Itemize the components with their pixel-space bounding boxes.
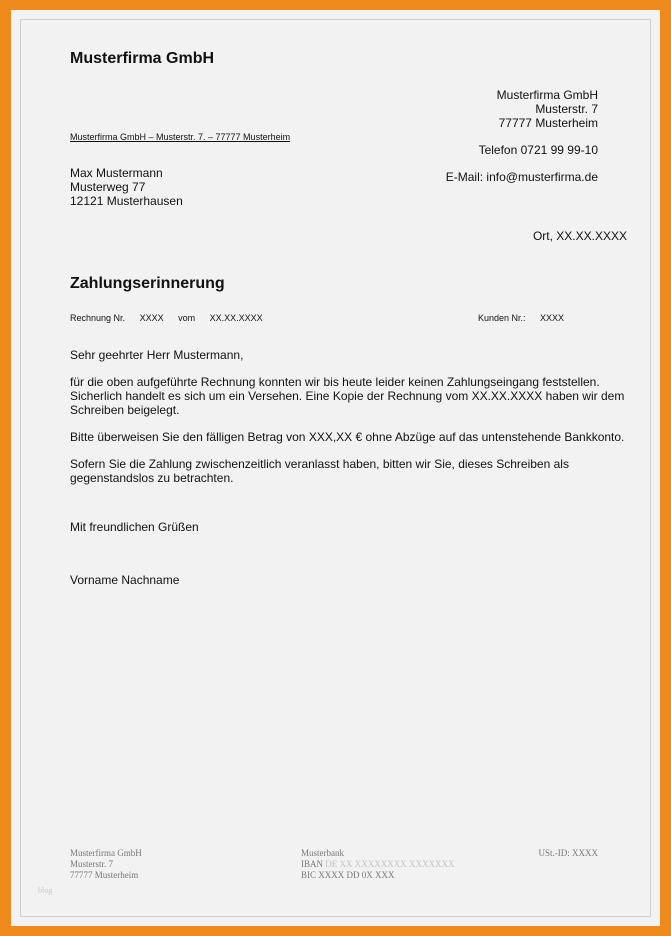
watermark: blog: [38, 886, 53, 895]
recipient-city: 12121 Musterhausen: [70, 194, 183, 208]
recipient-address: [70, 166, 183, 208]
sender-contact: [446, 143, 598, 184]
sender-phone: Telefon 0721 99 99-10: [478, 143, 598, 157]
footer-bank-name: Musterbank: [301, 848, 344, 858]
footer-iban: [301, 859, 455, 870]
customer-reference: [478, 313, 576, 323]
invoice-date-value: XX.XX.XXXX: [209, 313, 263, 323]
closing-line: Mit freundlichen Grüßen: [70, 520, 199, 534]
sender-address: [497, 88, 598, 130]
paragraph-2: Bitte überweisen Sie den fälligen Betrag von XXX,XX € ohne Abzüge auf das untenstehende Bankkonto.: [70, 430, 625, 444]
sender-street: Musterstr. 7: [535, 102, 598, 116]
footer-bic: BIC XXXX DD 0X XXX: [301, 870, 395, 880]
invoice-label: Rechnung Nr.: [70, 313, 126, 323]
footer-bank: [301, 848, 455, 881]
sender-city: 77777 Musterheim: [498, 116, 598, 130]
invoice-reference: [70, 313, 275, 323]
recipient-name: Max Mustermann: [70, 166, 163, 180]
footer-street: Musterstr. 7: [70, 859, 114, 869]
paragraph-3: Sofern Sie die Zahlung zwischenzeitlich veranlasst haben, bitten wir Sie, dieses Schreiben als gegenstandslos zu betrachten.: [70, 457, 569, 485]
paragraph-1: für die oben aufgeführte Rechnung konnten wir bis heute leider keinen Zahlungseingang feststellen. Sicherlich handelt es sich um ein Versehen. Eine Kopie der Rechnung vom XX.XX.XXXX haben wir dem Schreiben beigelegt.: [70, 375, 625, 417]
recipient-street: Musterweg 77: [70, 180, 146, 194]
company-name: Musterfirma GmbH: [70, 50, 215, 67]
footer-city: 77777 Musterheim: [70, 870, 139, 880]
footer-company-name: Musterfirma GmbH: [70, 848, 142, 858]
iban-label: IBAN: [301, 859, 323, 869]
return-address-line: Musterfirma GmbH – Musterstr. 7. – 77777 Musterheim: [70, 132, 291, 142]
sender-name: Musterfirma GmbH: [496, 88, 598, 102]
footer-company: [70, 848, 142, 881]
iban-value: DE XX XXXXXXXX XXXXXXX: [325, 859, 455, 869]
invoice-date-label: vom: [178, 313, 196, 323]
letter-page: [11, 10, 660, 926]
footer-vat: USt.-ID: XXXX: [538, 848, 598, 858]
subject-heading: Zahlungserinnerung: [70, 275, 225, 292]
customer-label: Kunden Nr.:: [478, 313, 526, 323]
date-line: Ort, XX.XX.XXXX: [532, 229, 627, 243]
signature-name: Vorname Nachname: [70, 573, 180, 587]
salutation: Sehr geehrter Herr Mustermann,: [70, 348, 244, 362]
letter-body: [70, 348, 630, 498]
customer-value: XXXX: [540, 313, 565, 323]
sender-email: E-Mail: info@musterfirma.de: [445, 170, 598, 184]
invoice-value: XXXX: [139, 313, 164, 323]
